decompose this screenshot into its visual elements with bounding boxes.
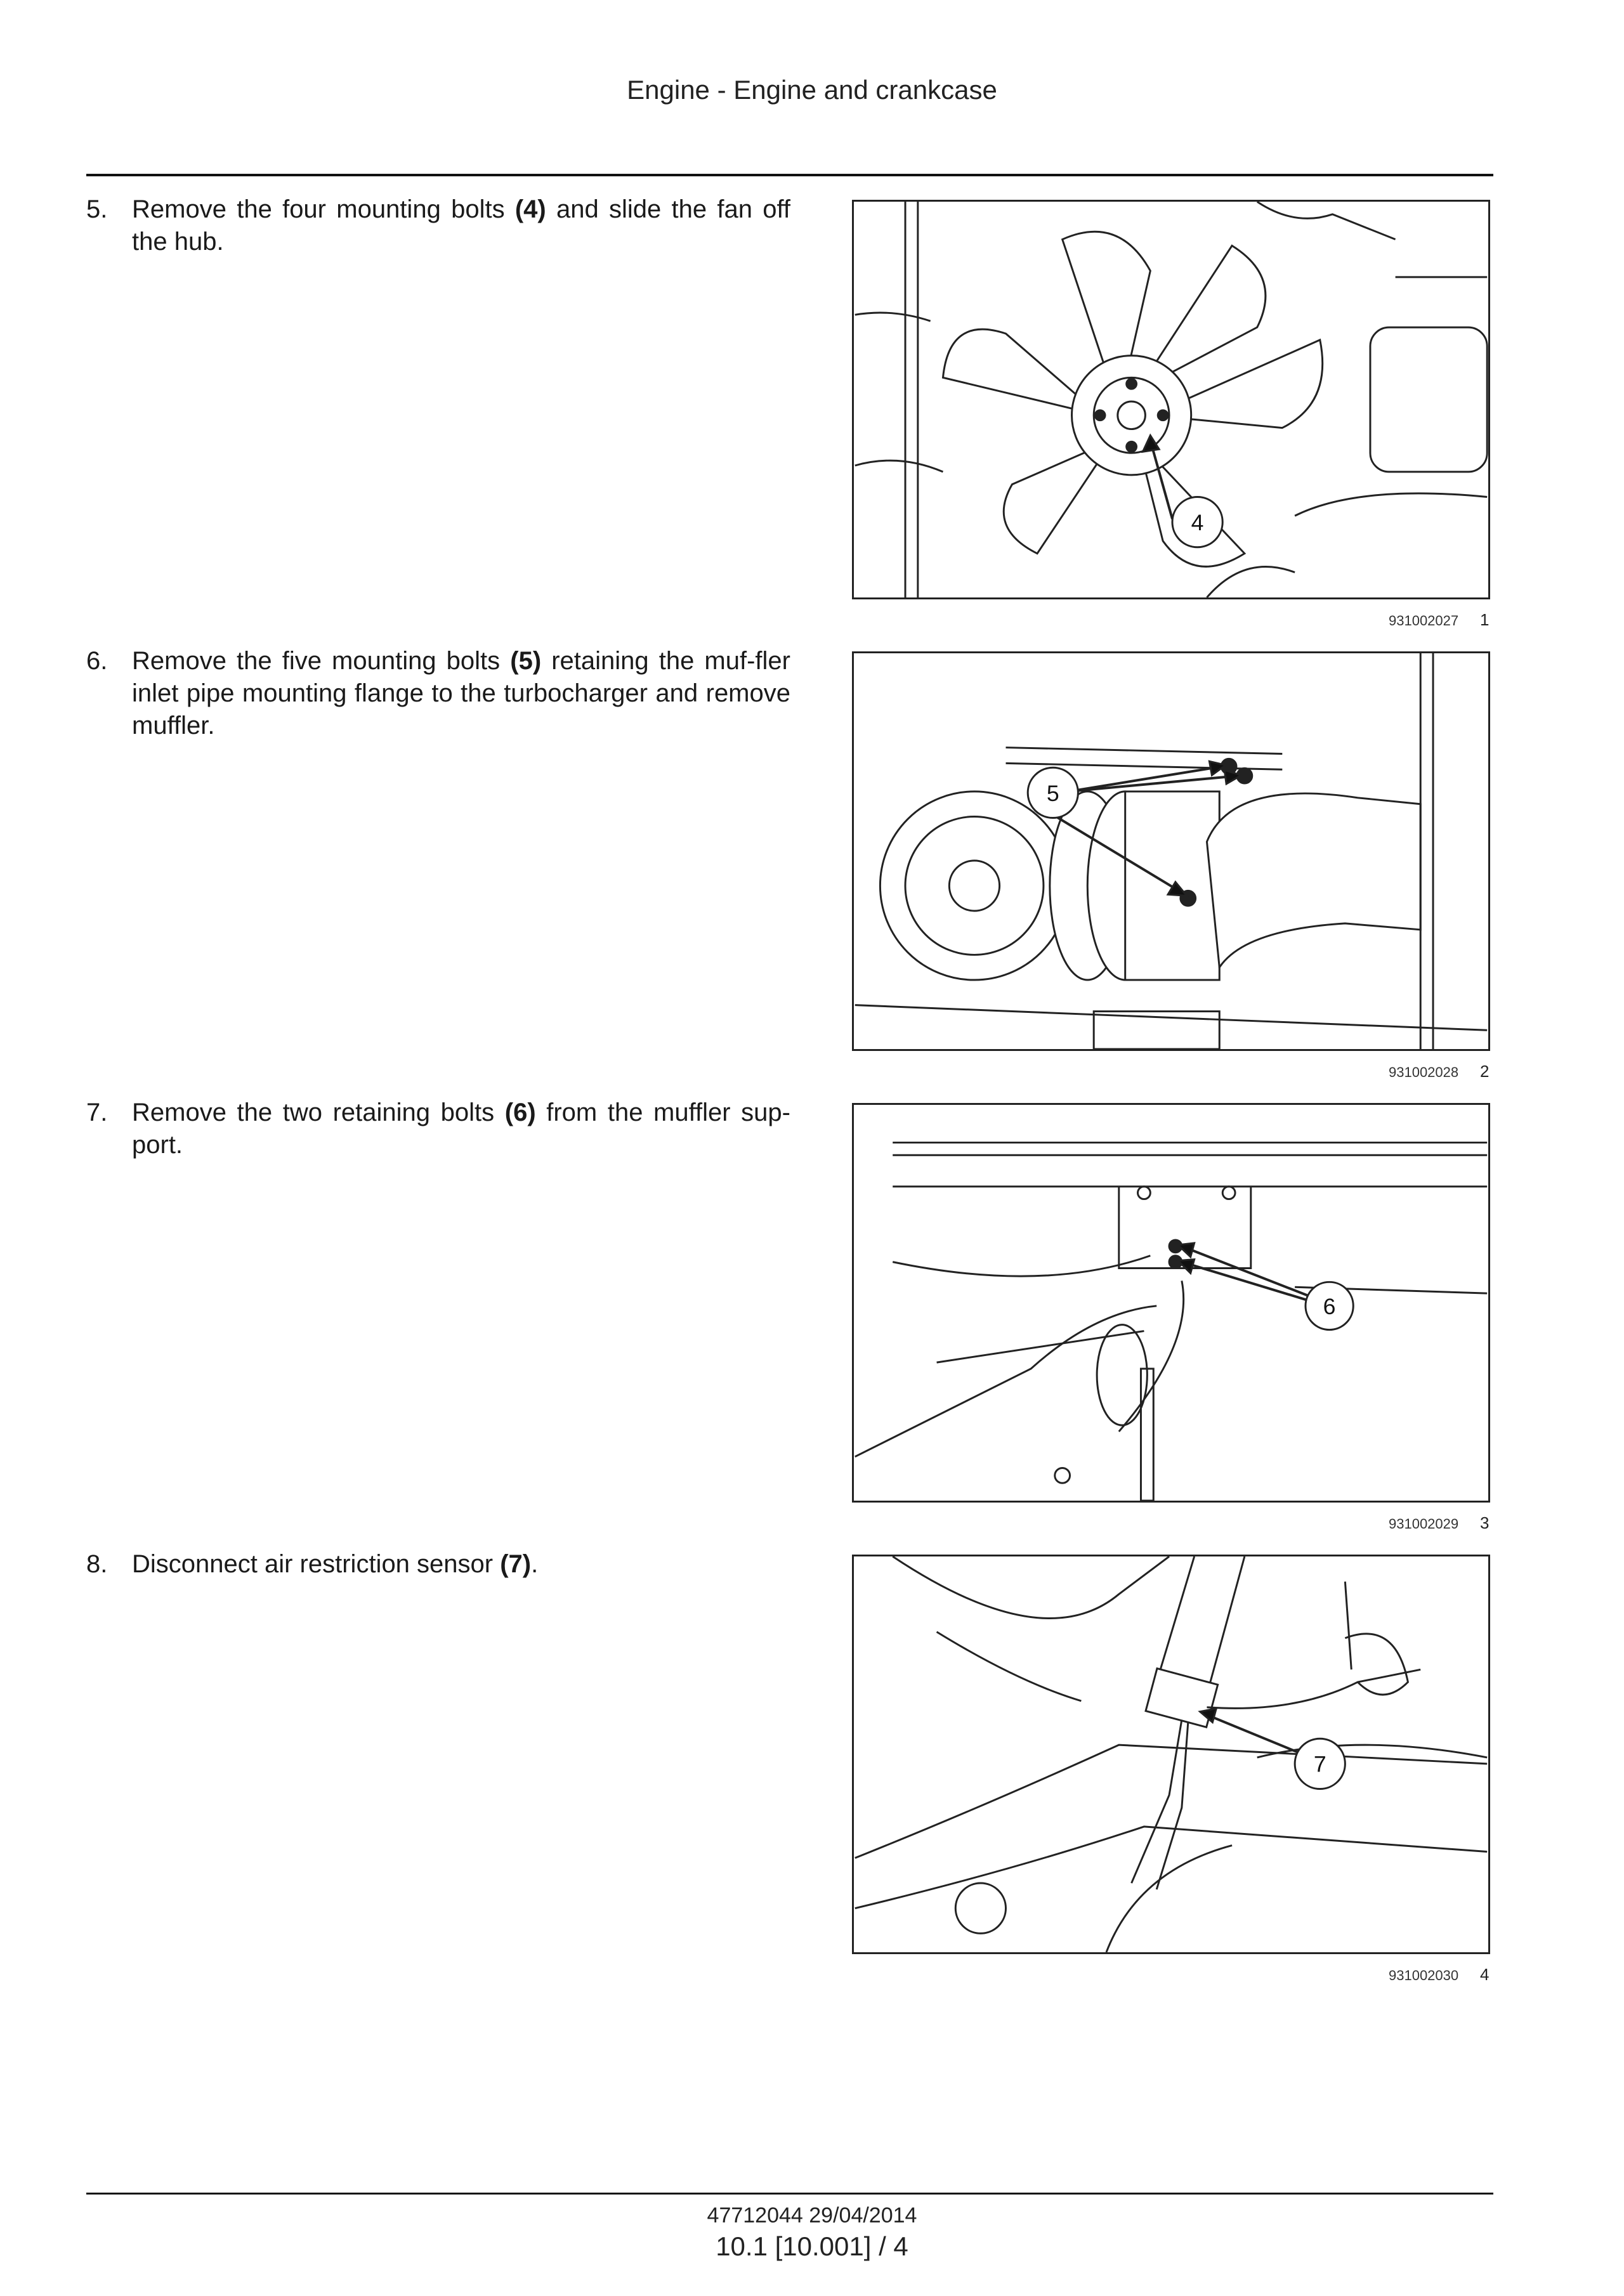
step-text: Remove the four mounting bolts (4) and slide the fan off the hub.	[132, 195, 790, 256]
footer-document-reference: 47712044 29/04/2014	[707, 2203, 917, 2228]
page-header-title: Engine - Engine and crankcase	[627, 75, 997, 105]
callout-ref: (7)	[500, 1550, 532, 1578]
step-text: Remove the five mounting bolts (5) retaining the muf-fler inlet pipe mounting flange to the turbocharger and remove muffler.	[132, 647, 790, 740]
figure-muffler-support	[852, 1103, 1490, 1503]
callout-label-7: 7	[1313, 1751, 1326, 1777]
callout-ref: (6)	[504, 1099, 536, 1126]
step-number: 6.	[86, 647, 108, 675]
callout-label-6: 6	[1323, 1293, 1336, 1319]
step-8	[86, 1548, 790, 1581]
figure-index: 3	[1480, 1513, 1490, 1532]
figure-code: 931002030	[1389, 1967, 1459, 1983]
figure-air-restriction-sensor	[852, 1555, 1490, 1954]
step-5	[86, 193, 790, 258]
figure-muffler-flange	[852, 651, 1490, 1051]
turbocharger-illustration	[854, 653, 1488, 1049]
figure-code: 931002028	[1389, 1064, 1459, 1080]
header-rule	[86, 174, 1493, 176]
step-text: Remove the two retaining bolts (6) from the muffler sup-port.	[132, 1099, 790, 1159]
step-7	[86, 1097, 790, 1161]
step-text: Disconnect air restriction sensor (7).	[132, 1550, 539, 1578]
callout-label-5: 5	[1046, 780, 1059, 806]
callout-ref: (5)	[510, 647, 542, 675]
footer-rule	[86, 2193, 1493, 2195]
step-number: 8.	[86, 1550, 108, 1578]
step-6	[86, 645, 790, 742]
figure-code: 931002029	[1389, 1516, 1459, 1532]
step-number: 7.	[86, 1099, 108, 1126]
muffler-support-illustration	[854, 1105, 1488, 1501]
figure-index: 1	[1480, 610, 1490, 629]
callout-label-4: 4	[1191, 510, 1204, 536]
callout-ref: (4)	[514, 195, 546, 223]
figure-index: 2	[1480, 1062, 1490, 1081]
fan-illustration	[854, 202, 1488, 597]
step-number: 5.	[86, 195, 108, 223]
footer-page-reference: 10.1 [10.001] / 4	[716, 2231, 908, 2261]
sensor-illustration	[854, 1556, 1488, 1952]
figure-index: 4	[1480, 1965, 1490, 1984]
figure-code: 931002027	[1389, 613, 1459, 629]
figure-fan-removal	[852, 200, 1490, 599]
